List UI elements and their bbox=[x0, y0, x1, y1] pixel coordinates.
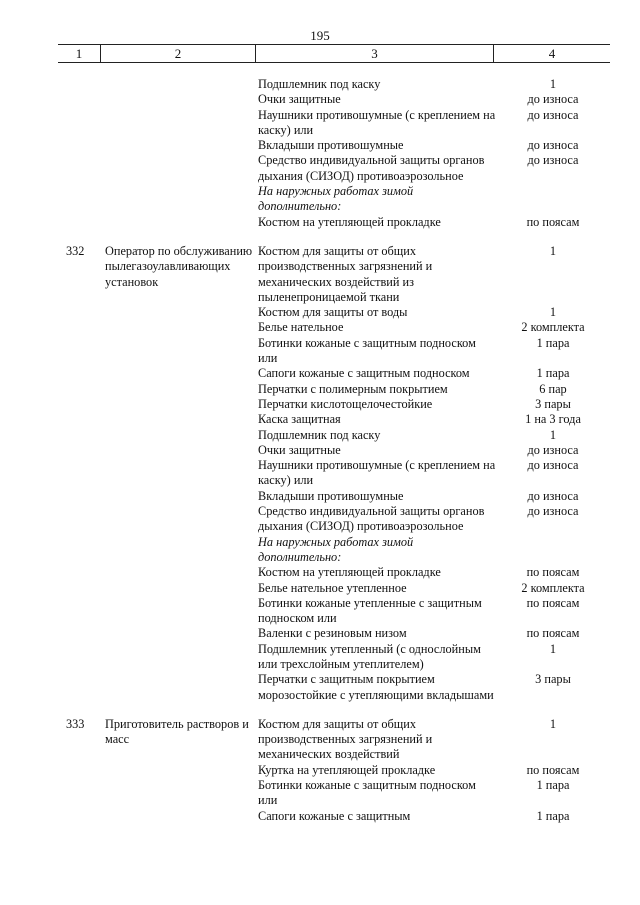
item-quantity: 3 пары bbox=[535, 396, 571, 411]
item-quantity: до износа bbox=[527, 458, 579, 473]
occupation-name: Приготовитель растворов и масс bbox=[105, 716, 249, 747]
item-name: Очки защитные bbox=[258, 92, 341, 107]
item-name: Вкладыши противошумные bbox=[258, 138, 404, 153]
item-quantity: 1 пара bbox=[536, 808, 570, 823]
list-item bbox=[258, 412, 610, 427]
list-item bbox=[258, 626, 610, 641]
item-quantity: по поясам bbox=[526, 565, 580, 580]
list-item bbox=[258, 443, 610, 458]
item-quantity: 1 bbox=[549, 427, 557, 442]
list-item bbox=[258, 138, 610, 153]
item-quantity: 3 пары bbox=[535, 672, 571, 687]
winter-note: На наружных работах зимой дополнительно: bbox=[258, 534, 414, 564]
list-item bbox=[258, 581, 610, 596]
list-item bbox=[258, 397, 610, 412]
item-name: Белье нательное bbox=[258, 320, 344, 335]
column-header-2: 2 bbox=[174, 46, 182, 61]
list-item bbox=[258, 458, 610, 489]
column-header-1: 1 bbox=[75, 46, 83, 61]
entry-number: 332 bbox=[66, 243, 85, 258]
list-item bbox=[258, 763, 610, 778]
list-item bbox=[258, 320, 610, 335]
list-item bbox=[258, 215, 610, 230]
item-quantity: до износа bbox=[527, 107, 579, 122]
item-name: Костюм на утепляющей прокладке bbox=[258, 214, 441, 229]
item-list bbox=[258, 77, 610, 230]
list-item bbox=[258, 382, 610, 397]
list-item bbox=[258, 778, 610, 809]
item-list bbox=[258, 717, 610, 824]
list-item bbox=[258, 565, 610, 580]
list-item bbox=[258, 108, 610, 139]
list-item bbox=[258, 672, 610, 703]
list-item bbox=[258, 428, 610, 443]
list-item bbox=[258, 244, 610, 305]
item-quantity: по поясам bbox=[526, 626, 580, 641]
item-name: Ботинки кожаные с защитным подноском или bbox=[258, 335, 476, 366]
item-quantity: до износа bbox=[527, 153, 579, 168]
table-entry bbox=[0, 244, 640, 703]
item-quantity: 6 пар bbox=[539, 381, 567, 396]
list-item bbox=[258, 504, 610, 535]
item-quantity: до износа bbox=[527, 442, 579, 457]
list-item bbox=[258, 77, 610, 92]
item-name: Подшлемник под каску bbox=[258, 427, 381, 442]
item-name: Перчатки кислотощелочестойкие bbox=[258, 396, 433, 411]
item-name: Наушники противошумные (с креплением на каску) или bbox=[258, 458, 496, 488]
item-name: Сапоги кожаные с защитным подноском bbox=[258, 366, 470, 381]
item-quantity: по поясам bbox=[526, 762, 580, 777]
item-name: Костюм для защиты от общих производственных загрязнений и механических воздействий bbox=[258, 716, 433, 762]
item-name: Белье нательное утепленное bbox=[258, 580, 407, 595]
item-name: Средство индивидуальной защиты органов дыхания (СИЗОД) противоаэрозольное bbox=[258, 153, 485, 183]
item-name: Очки защитные bbox=[258, 442, 341, 457]
item-name: Средство индивидуальной защиты органов дыхания (СИЗОД) противоаэрозольное bbox=[258, 504, 485, 534]
item-name: Костюм для защиты от воды bbox=[258, 305, 408, 320]
list-item bbox=[258, 153, 610, 184]
item-name: Вкладыши противошумные bbox=[258, 488, 404, 503]
list-item bbox=[258, 809, 610, 824]
item-name: Подшлемник под каску bbox=[258, 77, 381, 91]
item-quantity: 1 bbox=[549, 243, 557, 258]
item-name: Каска защитная bbox=[258, 412, 341, 427]
item-quantity: до износа bbox=[527, 92, 579, 107]
item-quantity: 2 комплекта bbox=[521, 320, 585, 335]
list-item bbox=[258, 366, 610, 381]
item-quantity: 2 комплекта bbox=[521, 580, 585, 595]
item-name: Перчатки с полимерным покрытием bbox=[258, 381, 448, 396]
item-quantity: по поясам bbox=[526, 595, 580, 610]
table-body bbox=[0, 77, 640, 838]
list-item bbox=[258, 717, 610, 763]
item-quantity: до износа bbox=[527, 488, 579, 503]
item-quantity: 1 bbox=[549, 716, 557, 731]
item-name: Костюм для защиты от общих производственных загрязнений и механических воздействий из пыленепроницаемой ткани bbox=[258, 243, 433, 304]
table-entry bbox=[0, 717, 640, 824]
list-item bbox=[258, 92, 610, 107]
occupation-name: Оператор по обслуживанию пылегазоулавливающих установок bbox=[105, 243, 253, 289]
item-quantity: 1 bbox=[549, 77, 557, 91]
item-name: Наушники противошумные (с креплением на каску) или bbox=[258, 107, 496, 137]
item-quantity: 1 bbox=[549, 641, 557, 656]
list-item bbox=[258, 489, 610, 504]
item-name: Сапоги кожаные с защитным bbox=[258, 808, 411, 823]
item-quantity: до износа bbox=[527, 138, 579, 153]
item-name: Подшлемник утепленный (с однослойным или трехслойным утеплителем) bbox=[258, 641, 481, 671]
table-entry bbox=[0, 77, 640, 230]
item-name: Костюм на утепляющей прокладке bbox=[258, 565, 441, 580]
item-name: Ботинки кожаные с защитным подноском или bbox=[258, 778, 476, 808]
item-quantity: 1 пара bbox=[536, 335, 570, 350]
column-header-3: 3 bbox=[371, 46, 378, 61]
item-name: Ботинки кожаные утепленные с защитным подноском или bbox=[258, 595, 482, 626]
item-name: Куртка на утепляющей прокладке bbox=[258, 762, 436, 777]
item-name: Валенки с резиновым низом bbox=[258, 626, 407, 641]
item-quantity: 1 пара bbox=[536, 366, 570, 381]
item-quantity: 1 пара bbox=[536, 778, 570, 793]
item-quantity: 1 на 3 года bbox=[525, 412, 581, 427]
item-quantity: до износа bbox=[527, 504, 579, 519]
item-quantity: 1 bbox=[549, 305, 557, 320]
winter-note: На наружных работах зимой дополнительно: bbox=[258, 184, 414, 214]
table-header bbox=[58, 44, 610, 63]
item-name: Перчатки с защитным покрытием морозостойкие с утепляющими вкладышами bbox=[258, 672, 494, 702]
entry-number: 333 bbox=[66, 716, 85, 731]
list-item bbox=[258, 642, 610, 673]
list-item bbox=[258, 336, 610, 367]
item-quantity: по поясам bbox=[526, 214, 580, 229]
column-header-4: 4 bbox=[548, 46, 556, 61]
item-list bbox=[258, 244, 610, 703]
list-item bbox=[258, 305, 610, 320]
list-item bbox=[258, 596, 610, 627]
page-number: 195 bbox=[310, 28, 330, 43]
